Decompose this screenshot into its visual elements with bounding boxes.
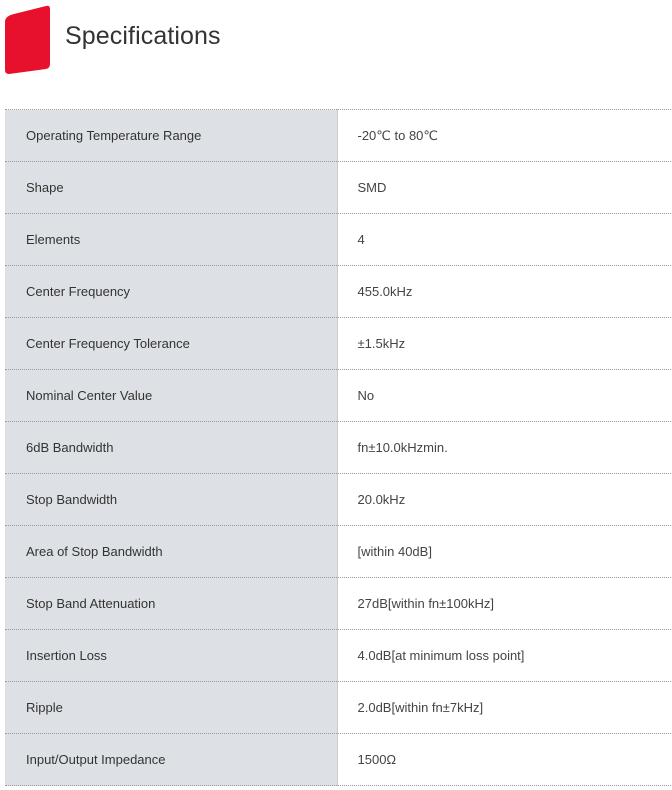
spec-value: SMD [337, 162, 671, 214]
spec-value: 1500Ω [337, 734, 671, 786]
table-row [5, 318, 671, 370]
spec-label: Insertion Loss [5, 630, 337, 682]
table-row [5, 214, 671, 266]
spec-label: Operating Temperature Range [5, 110, 337, 162]
table-row [5, 578, 671, 630]
table-row [5, 526, 671, 578]
spec-value: 4 [337, 214, 671, 266]
spec-value: fn±10.0kHzmin. [337, 422, 671, 474]
table-row [5, 162, 671, 214]
page-title: Specifications [65, 22, 221, 50]
table-row [5, 734, 671, 786]
spec-label: Area of Stop Bandwidth [5, 526, 337, 578]
spec-label: Nominal Center Value [5, 370, 337, 422]
spec-label: Elements [5, 214, 337, 266]
spec-label: Input/Output Impedance [5, 734, 337, 786]
spec-value: 4.0dB[at minimum loss point] [337, 630, 671, 682]
spec-label: Center Frequency Tolerance [5, 318, 337, 370]
spec-value: No [337, 370, 671, 422]
spec-value: -20℃ to 80℃ [337, 110, 671, 162]
brand-accent-icon [5, 5, 50, 74]
table-row [5, 630, 671, 682]
spec-label: Shape [5, 162, 337, 214]
table-row [5, 682, 671, 734]
spec-value: 20.0kHz [337, 474, 671, 526]
spec-value: [within 40dB] [337, 526, 671, 578]
spec-label: 6dB Bandwidth [5, 422, 337, 474]
spec-value: 27dB[within fn±100kHz] [337, 578, 671, 630]
table-row [5, 422, 671, 474]
table-row [5, 474, 671, 526]
spec-label: Ripple [5, 682, 337, 734]
spec-label: Stop Band Attenuation [5, 578, 337, 630]
spec-value: 455.0kHz [337, 266, 671, 318]
table-row [5, 266, 671, 318]
table-row [5, 370, 671, 422]
section-header [0, 0, 672, 80]
specifications-table [5, 109, 671, 786]
spec-value: ±1.5kHz [337, 318, 671, 370]
spec-label: Center Frequency [5, 266, 337, 318]
table-row [5, 110, 671, 162]
spec-value: 2.0dB[within fn±7kHz] [337, 682, 671, 734]
spec-label: Stop Bandwidth [5, 474, 337, 526]
